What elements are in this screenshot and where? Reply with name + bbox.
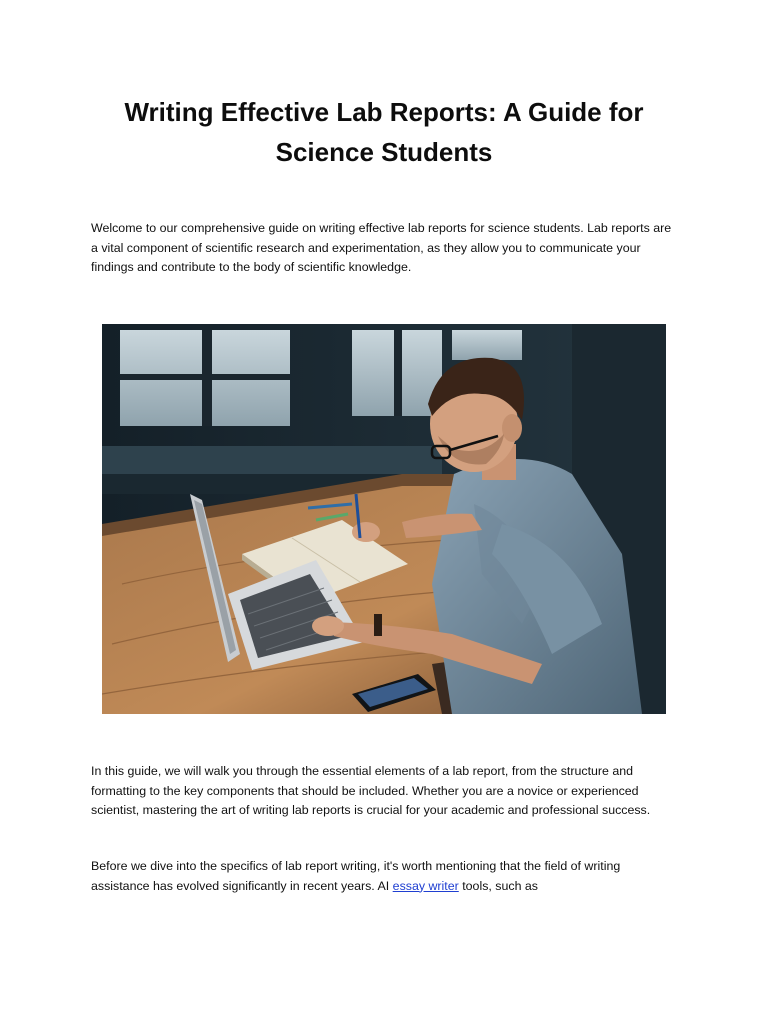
intro-paragraph: Welcome to our comprehensive guide on writing effective lab reports for science students. Lab reports are a vital component of scientific research and experimentation, as they allow you to communicate your findings and contribute to the body of scientific knowledge. <box>91 221 672 274</box>
student-laptop-photo <box>102 324 666 714</box>
guide-paragraph: In this guide, we will walk you through the essential elements of a lab report, from the structure and formatting to the key components that should be included. Whether you are a novice or experienced scientist, mastering the art of writing lab reports is crucial for your academic and professional success. <box>91 764 651 817</box>
specifics-paragraph <box>91 857 681 896</box>
specifics-text-after: tools, such as <box>458 878 538 893</box>
essay-writer-link[interactable]: essay writer <box>392 878 459 893</box>
specifics-text-before: Before we dive into the specifics of lab report writing, it's worth mentioning that the field of writing assistance has evolved significantly in recent years. AI <box>91 859 621 893</box>
document-title: Writing Effective Lab Reports: A Guide for Science Students <box>124 97 644 167</box>
